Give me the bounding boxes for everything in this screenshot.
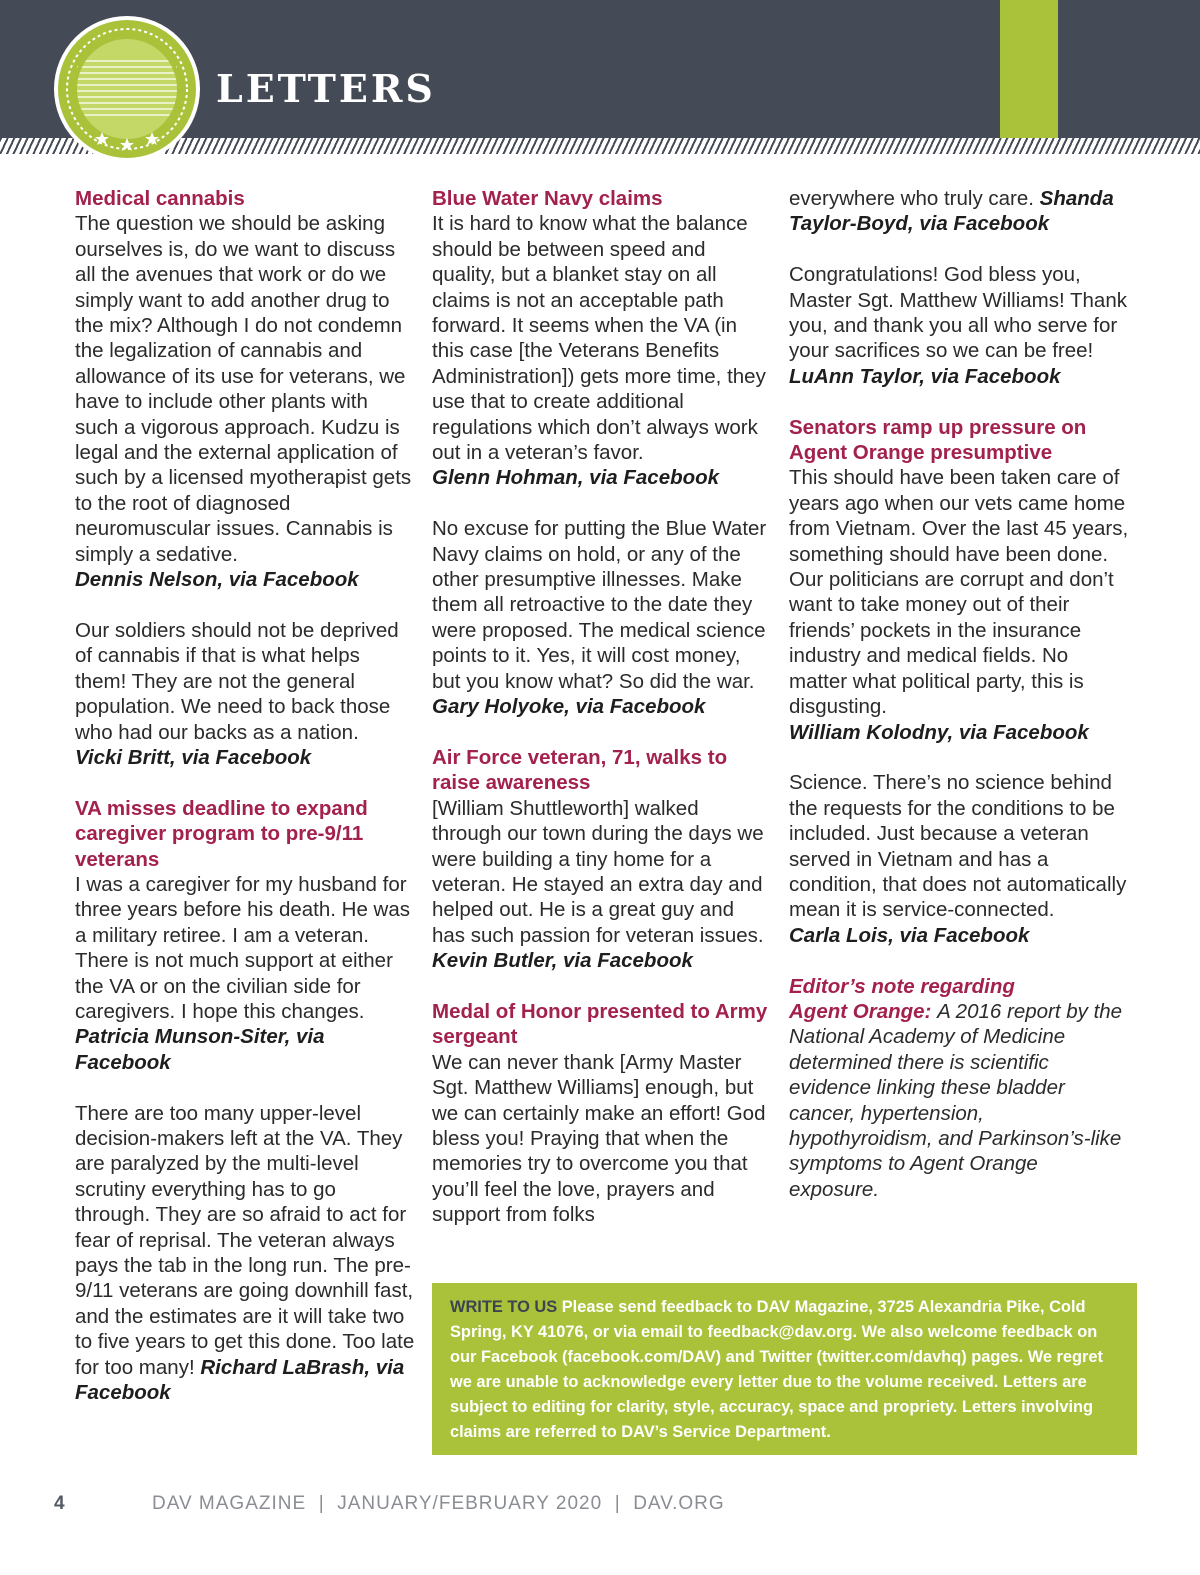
accent-tab — [1000, 0, 1058, 154]
letter — [432, 516, 772, 719]
letter-body: We can never thank [Army Master Sgt. Matthew Williams] enough, but we can certainly make an effort! God bless you! Praying that when the memories try to overcome you that you’ll feel the love, prayers and support from folks — [432, 1050, 766, 1227]
letter — [789, 262, 1129, 389]
letters-column-3 — [789, 186, 1129, 1228]
letter-signature: Carla Lois, via Facebook — [789, 923, 1030, 947]
letter-body: It is hard to know what the balance should be between speed and quality, but a blanket stay on all claims is not an acceptable path forward. It seems when the VA (in this case [the Veterans Benefits Administration]) gets more time, they use that to create additional regulations which don’t always work out in a veteran’s favor. — [432, 212, 766, 465]
editor-note — [789, 974, 1129, 1203]
letter-body: Congratulations! God bless you, Master Sgt. Matthew Williams! Thank you, and thank you all who serve for your sacrifices so we can be free! — [789, 263, 1127, 363]
letter — [789, 415, 1129, 745]
letter-heading: Medal of Honor presented to Army sergeant — [432, 999, 768, 1049]
letters-column-2 — [432, 186, 772, 1253]
letter-heading: Blue Water Navy claims — [432, 187, 663, 210]
editor-note-label: Agent Orange: — [789, 999, 932, 1023]
letter-heading: Air Force veteran, 71, walks to raise awareness — [432, 745, 728, 795]
letter-body: [William Shuttleworth] walked through our town during the days we were building a tiny home for a veteran. He stayed an extra day and helped out. He is a great guy and has such passion for veteran issues. — [432, 796, 764, 947]
letter-heading: Medical cannabis — [75, 187, 245, 210]
write-to-us-box — [432, 1283, 1137, 1455]
section-badge-icon — [52, 14, 202, 164]
letter-signature: Glenn Hohman, via Facebook — [432, 466, 720, 490]
letter-body: There are too many upper-level decision-makers left at the VA. They are paralyzed by the multi-level scrutiny everything has to go through. They are so afraid to act for fear of reprisal. The veteran always pays the tab in the long run. The pre-9/11 veterans are going downhill fast, and the estimates are it will take two to five years to get this done. Too late for too many! — [75, 1101, 415, 1379]
letter — [789, 186, 1129, 237]
letter — [75, 1101, 415, 1406]
letter-body: I was a caregiver for my husband for three years before his death. He was a military retiree. I am a veteran. There is not much support at either the VA or on the civilian side for caregivers. I hope this changes. — [75, 872, 411, 1023]
letter — [789, 770, 1129, 948]
letter-signature: Patricia Munson-Siter, via Facebook — [75, 1025, 325, 1074]
write-to-us-label: WRITE TO US — [450, 1298, 558, 1316]
letter-body: Science. There’s no science behind the requests for the conditions to be included. Just because a veteran served in Vietnam and has a condition, that does not automatically mean it is service-connected. — [789, 771, 1127, 922]
letter-body: everywhere who truly care. — [789, 187, 1034, 210]
section-title: LETTERS — [216, 66, 436, 111]
page-number: 4 — [54, 1493, 66, 1514]
letter-signature: LuAnn Taylor, via Facebook — [789, 364, 1061, 388]
letter-heading: Senators ramp up pressure on Agent Orange presumptive — [789, 415, 1087, 465]
write-to-us-text: Please send feedback to DAV Magazine, 3725 Alexandria Pike, Cold Spring, KY 41076, or via email to feedback@dav.org. We also welcome feedback on our Facebook (facebook.com/DAV) and Twitter (twitter.com/davhq) pages. We regret we are unable to acknowledge every letter due to the volume received. Letters are subject to editing for clarity, style, accuracy, space and propriety. Letters involving claims are referred to DAV’s Service Department. — [450, 1298, 1103, 1441]
letter-signature: Kevin Butler, via Facebook — [432, 949, 693, 973]
editor-note-body: A 2016 report by the National Academy of Medicine determined there is scientific evidence linking these bladder cancer, hypertension, hypothyroidism, and Parkinson’s-like symptoms to Agent Orange exposure. — [789, 999, 1123, 1201]
letter — [75, 186, 415, 593]
page-footer — [0, 1491, 1200, 1521]
letter-signature: Dennis Nelson, via Facebook — [75, 568, 359, 592]
letter-signature: Vicki Britt, via Facebook — [75, 745, 312, 769]
letter — [432, 186, 772, 491]
letter — [75, 796, 415, 1075]
footer-publication: DAV MAGAZINE | JANUARY/FEBRUARY 2020 | DAV.ORG — [152, 1493, 725, 1514]
letter-signature: Gary Holyoke, via Facebook — [432, 695, 706, 719]
letter-body: The question we should be asking ourselves is, do we want to discuss all the avenues that work or do we simply want to add another drug to the mix? Although I do not condemn the legalization of cannabis and allowance of its use for veterans, we have to include other plants with such a vigorous approach. Kudzu is legal and the external application of such by a licensed myotherapist gets to the root of diagnosed neuromuscular issues. Cannabis is simply a sedative. — [75, 212, 412, 566]
letter-body: Our soldiers should not be deprived of cannabis if that is what helps them! They are not the general population. We need to back those who had our backs as a nation. — [75, 618, 399, 744]
letter-body: No excuse for putting the Blue Water Navy claims on hold, or any of the other presumptive illnesses. Make them all retroactive to the date they were proposed. The medical science points to it. Yes, it will cost money, but you know what? So did the war. — [432, 517, 767, 693]
letter-signature: Shanda Taylor-Boyd, via Facebook — [789, 187, 1114, 236]
editor-note-heading: Editor’s note regarding — [789, 974, 1015, 998]
letter-signature: William Kolodny, via Facebook — [789, 720, 1089, 744]
letters-column-1 — [75, 186, 415, 1431]
letter-signature: Richard LaBrash, via Facebook — [75, 1355, 405, 1405]
letter-heading: VA misses deadline to expand caregiver program to pre-9/11 veterans — [75, 796, 368, 871]
letter — [75, 618, 415, 770]
letter-body: This should have been taken care of years ago when our vets came home from Vietnam. Over the last 45 years, something should have been done. Our politicians are corrupt and don’t want to take money out of their friends’ pockets in the insurance industry and medical fields. No matter what political party, this is disgusting. — [789, 466, 1129, 719]
letter — [432, 745, 772, 974]
letter — [432, 999, 772, 1228]
